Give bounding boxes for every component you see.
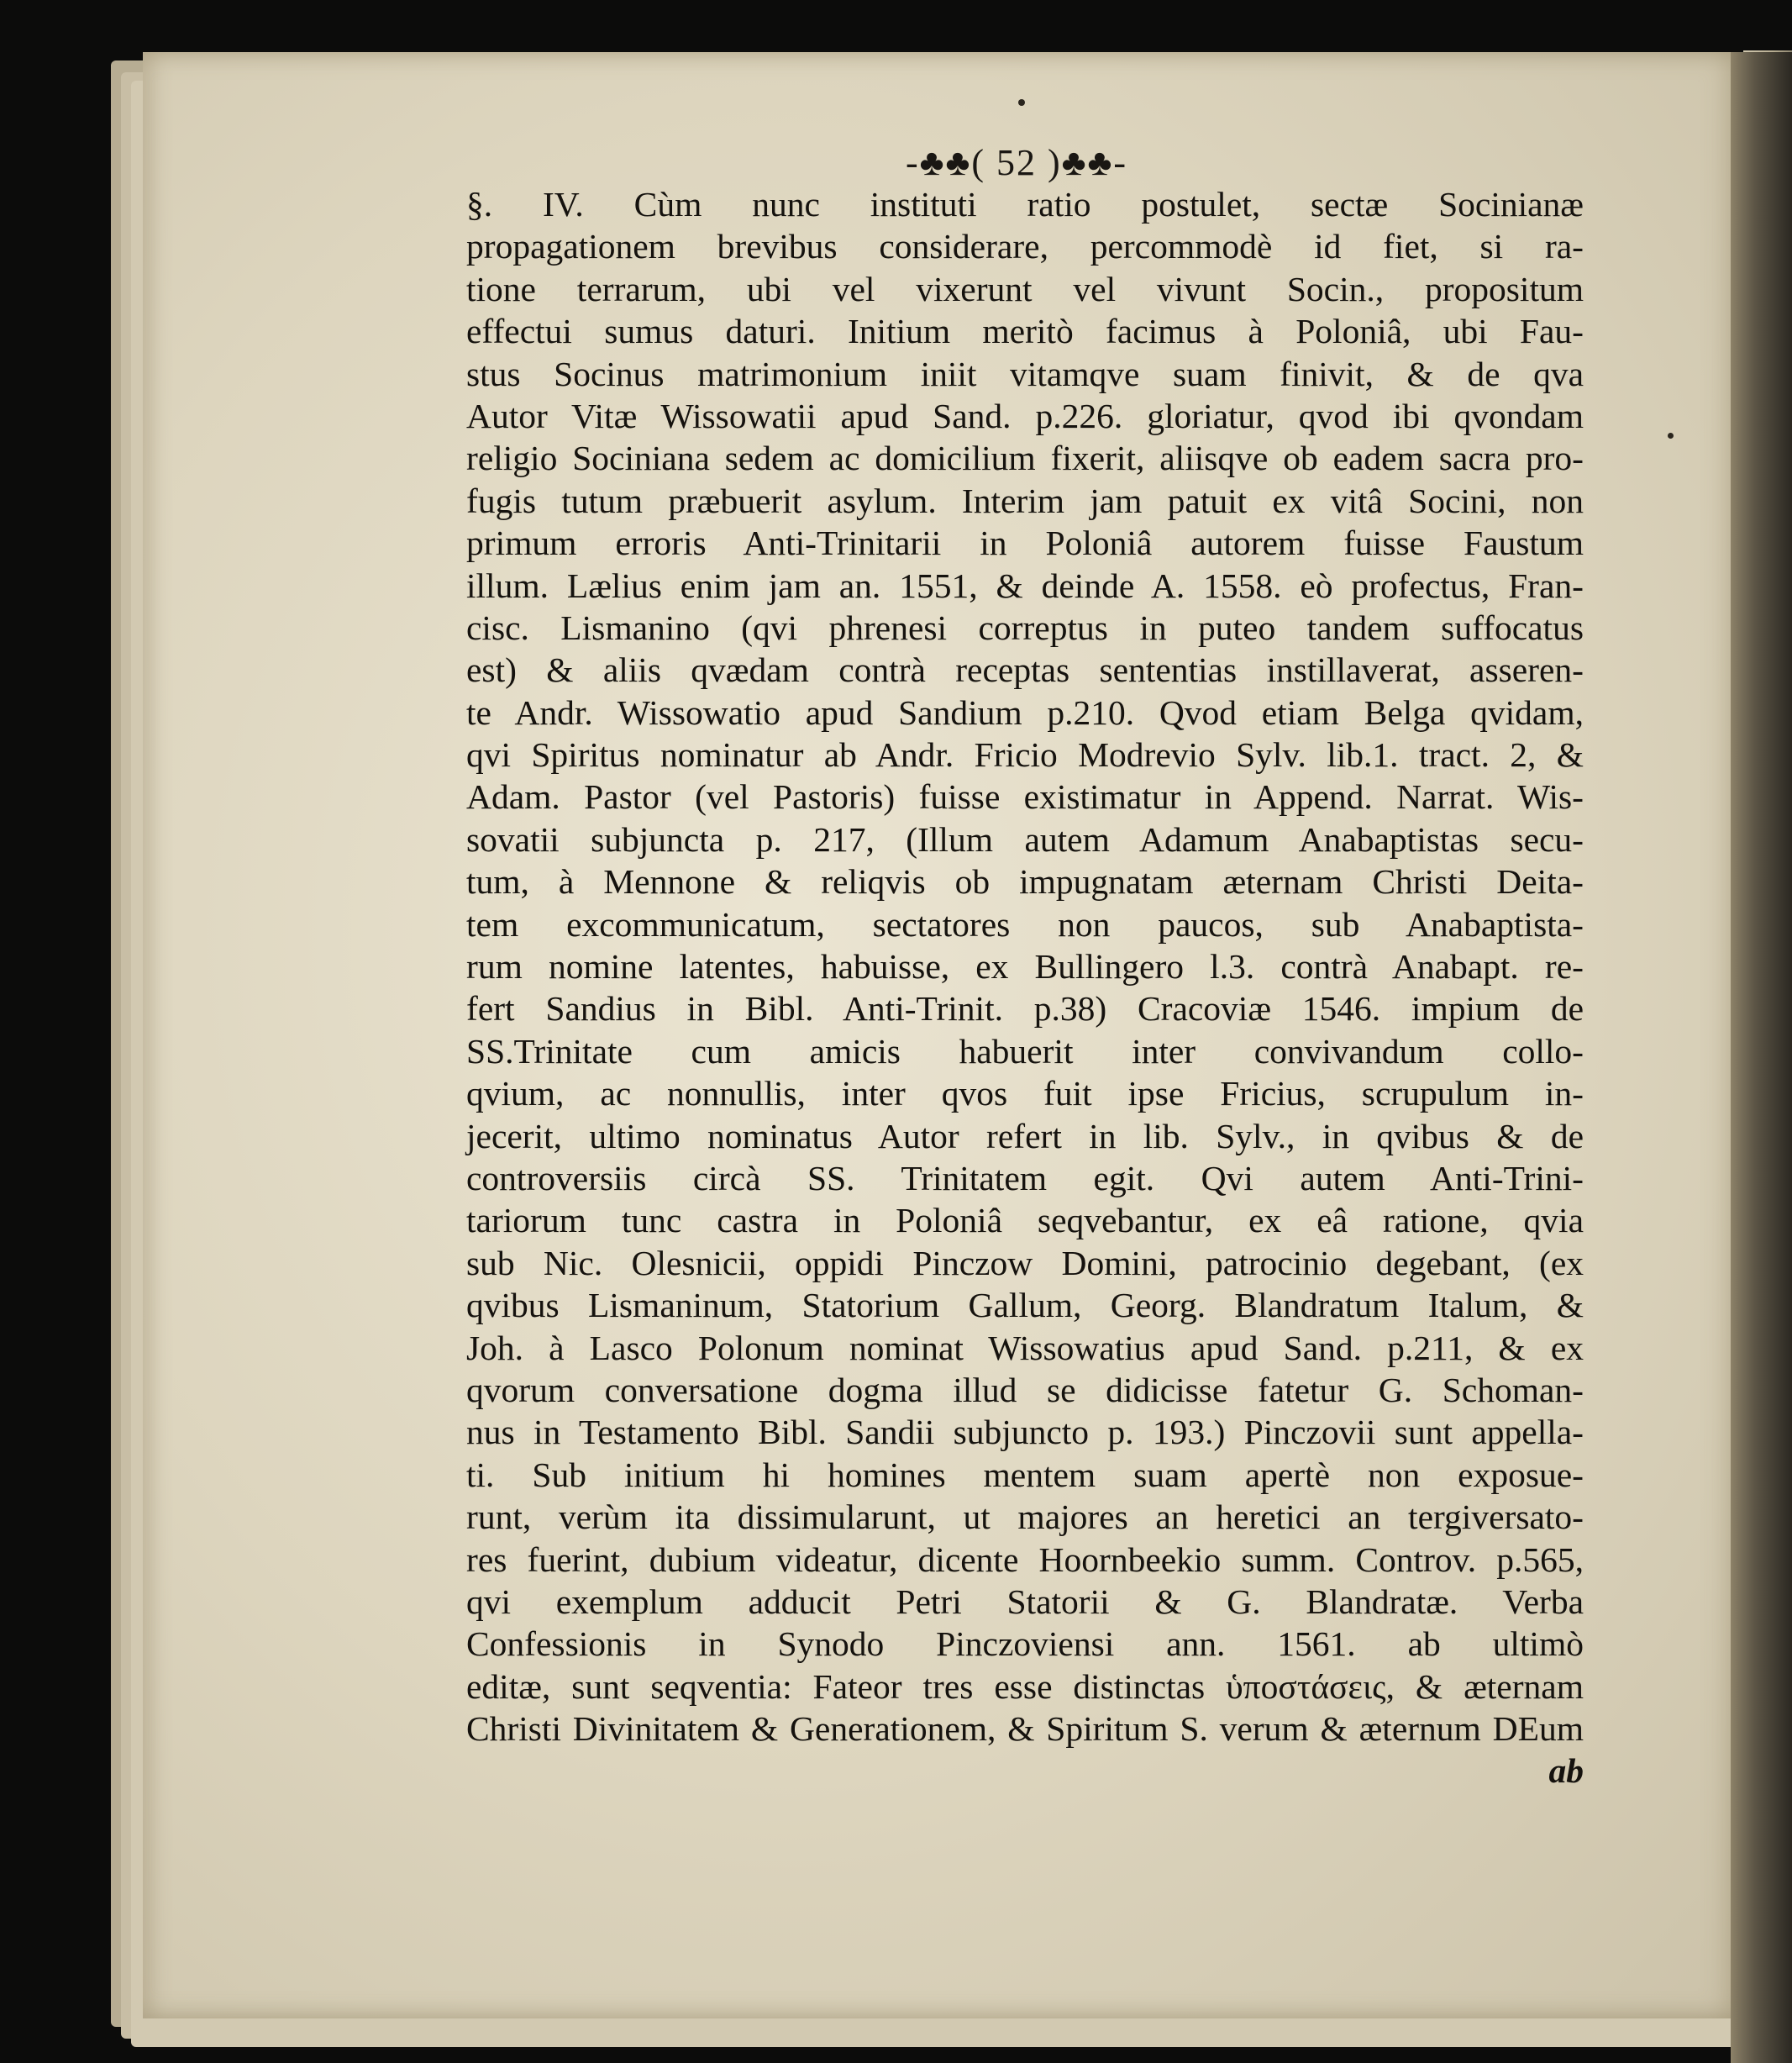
text-line: qvorum conversatione dogma illud se didicisse fatetur G. Schoman- bbox=[466, 1370, 1584, 1409]
page-body-text bbox=[466, 183, 1584, 1792]
text-line: effectui sumus daturi. Initium meritò facimus à Poloniâ, ubi Fau- bbox=[466, 312, 1584, 351]
text-line: religio Sociniana sedem ac domicilium fixerit, aliisqve ob eadem sacra pro- bbox=[466, 439, 1584, 478]
text-line: tum, à Mennone & reliqvis ob impugnatam æternam Christi Deita- bbox=[466, 862, 1584, 902]
ink-speck bbox=[1668, 433, 1674, 439]
text-line: cisc. Lismanino (qvi phrenesi correptus in puteo tandem suffocatus bbox=[466, 608, 1584, 647]
text-line: jecerit, ultimo nominatus Autor refert in lib. Sylv., in qvibus & de bbox=[466, 1116, 1584, 1155]
text-line: propagationem brevibus considerare, percommodè id fiet, si ra- bbox=[466, 227, 1584, 266]
text-line: Confessionis in Synodo Pinczoviensi ann. 1561. ab ultimò bbox=[466, 1624, 1584, 1664]
book-gutter bbox=[1731, 52, 1792, 2063]
text-line: Autor Vitæ Wissowatii apud Sand. p.226. gloriatur, qvod ibi qvondam bbox=[466, 396, 1584, 435]
text-line: sovatii subjuncta p. 217, (Illum autem Adamum Anabaptistas secu- bbox=[466, 819, 1584, 859]
text-line: tem excommunicatum, sectatores non paucos, sub Anabaptista- bbox=[466, 904, 1584, 944]
text-line: tariorum tunc castra in Poloniâ seqvebantur, ex eâ ratione, qvia bbox=[466, 1201, 1584, 1240]
text-line: Joh. à Lasco Polonum nominat Wissowatius apud Sand. p.211, & ex bbox=[466, 1328, 1584, 1367]
text-line: editæ, sunt seqventia: Fateor tres esse distinctas ὑποστάσεις, & æternam bbox=[466, 1666, 1584, 1706]
text-line: rum nomine latentes, habuisse, ex Bullingero l.3. contrà Anabapt. re- bbox=[466, 947, 1584, 987]
text-line: Christi Divinitatem & Generationem, & Spiritum S. verum & æternum DEum bbox=[466, 1709, 1584, 1749]
text-line: qvi exemplum adducit Petri Statorii & G. Blandratæ. Verba bbox=[466, 1581, 1584, 1621]
text-line: Adam. Pastor (vel Pastoris) fuisse existimatur in Append. Narrat. Wis- bbox=[466, 777, 1584, 817]
text-line: stus Socinus matrimonium iniit vitamqve suam finivit, & de qva bbox=[466, 354, 1584, 393]
text-line: controversiis circà SS. Trinitatem egit. Qvi autem Anti-Trini- bbox=[466, 1158, 1584, 1197]
text-line: tione terrarum, ubi vel vixerunt vel vivunt Socin., propositum bbox=[466, 269, 1584, 308]
catchword: ab bbox=[1548, 1751, 1584, 1791]
text-line: ti. Sub initium hi homines mentem suam apertè non exposue- bbox=[466, 1455, 1584, 1494]
text-line: fugis tutum præbuerit asylum. Interim jam patuit ex vitâ Socini, non bbox=[466, 481, 1584, 520]
text-line: primum erroris Anti-Trinitarii in Poloniâ autorem fuisse Faustum bbox=[466, 524, 1584, 563]
text-line: te Andr. Wissowatio apud Sandium p.210. Qvod etiam Belga qvidam, bbox=[466, 692, 1584, 732]
text-line: nus in Testamento Bibl. Sandii subjuncto p. 193.) Pinczovii sunt appella- bbox=[466, 1413, 1584, 1452]
text-line: §. IV. Cùm nunc instituti ratio postulet, sectæ Socinianæ bbox=[466, 185, 1584, 224]
page-header: -♣♣( 52 )♣♣- bbox=[905, 142, 1128, 183]
text-line: res fuerint, dubium videatur, dicente Hoornbeekio summ. Controv. p.565, bbox=[466, 1539, 1584, 1579]
text-line: est) & aliis qvædam contrà receptas sententias instillaverat, asseren- bbox=[466, 650, 1584, 690]
text-line: qvi Spiritus nominatur ab Andr. Fricio Modrevio Sylv. lib.1. tract. 2, & bbox=[466, 735, 1584, 775]
text-line: qvibus Lismaninum, Statorium Gallum, Georg. Blandratum Italum, & bbox=[466, 1286, 1584, 1325]
text-line: fert Sandius in Bibl. Anti-Trinit. p.38) Cracoviæ 1546. impium de bbox=[466, 989, 1584, 1029]
text-line: illum. Lælius enim jam an. 1551, & deinde A. 1558. eò profectus, Fran- bbox=[466, 566, 1584, 605]
ink-speck bbox=[1018, 99, 1025, 106]
text-line: qvium, ac nonnullis, inter qvos fuit ipse Fricius, scrupulum in- bbox=[466, 1074, 1584, 1113]
text-line: SS.Trinitate cum amicis habuerit inter convivandum collo- bbox=[466, 1031, 1584, 1071]
text-line: runt, verùm ita dissimularunt, ut majores an heretici an tergiversato- bbox=[466, 1497, 1584, 1537]
text-line: sub Nic. Olesnicii, oppidi Pinczow Domini, patrocinio degebant, (ex bbox=[466, 1243, 1584, 1282]
